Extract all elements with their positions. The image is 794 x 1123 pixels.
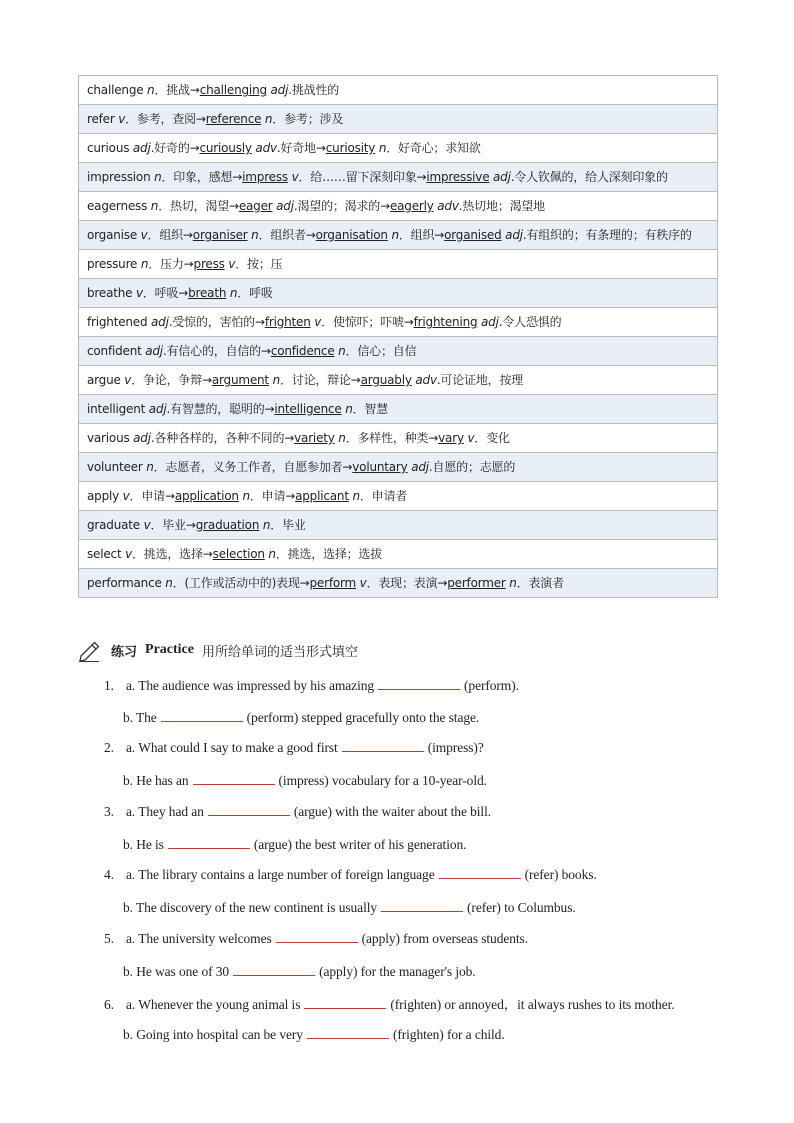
- vocab-text: ．挑战→: [154, 83, 200, 97]
- exercise-2b: [123, 772, 487, 789]
- derived-word: intelligence: [274, 402, 342, 416]
- vocab-text: curious: [87, 141, 133, 155]
- part-of-speech: n: [345, 402, 353, 416]
- derived-word: confidence: [270, 344, 335, 358]
- vocab-row: [79, 453, 718, 482]
- vocab-text: ．表演者: [516, 576, 564, 590]
- sentence-before: a. The university welcomes: [126, 931, 272, 946]
- vocab-text: ．毕业: [270, 518, 306, 532]
- derived-word: curiously: [199, 141, 252, 155]
- part-of-speech: v: [135, 286, 143, 300]
- vocab-text: .各种各样的，各种不同的→: [150, 431, 295, 445]
- practice-instruction: 用所给单词的适当形式填空: [201, 644, 358, 660]
- derived-word: perform: [309, 576, 357, 590]
- derived-word: arguably: [360, 373, 412, 387]
- part-of-speech: adv: [255, 141, 277, 155]
- sentence-after: (argue) the best writer of his generation.: [253, 837, 467, 852]
- exercise-1a: [104, 677, 519, 694]
- vocab-text: ．争论，争辩→: [131, 373, 212, 387]
- sentence-before: b. The discovery of the new continent is usually: [123, 900, 378, 915]
- exercise-3b: [123, 836, 466, 853]
- derived-word: press: [193, 257, 225, 271]
- vocab-text: intelligent: [87, 402, 149, 416]
- vocab-row: [79, 482, 718, 511]
- exercise-number: 2.: [104, 740, 114, 755]
- vocab-text: challenge: [87, 83, 148, 97]
- exercise-1b: [123, 709, 479, 726]
- vocab-cell: [79, 134, 718, 163]
- part-of-speech: adj: [276, 199, 294, 213]
- vocab-text: ．多样性，种类→: [345, 431, 439, 445]
- answer-blank[interactable]: [276, 930, 358, 943]
- derived-word: breath: [188, 286, 227, 300]
- vocab-text: ．表现；表演→: [366, 576, 448, 590]
- derived-word: applicant: [295, 489, 349, 503]
- derived-word: frighten: [264, 315, 311, 329]
- sentence-after: (frighten) for a child.: [392, 1027, 505, 1042]
- sentence-after: (refer) books.: [524, 867, 597, 882]
- exercise-5b: [123, 963, 476, 980]
- vocab-cell: [79, 569, 718, 598]
- vocab-text: select: [87, 547, 126, 561]
- vocab-text: ．毕业→: [150, 518, 196, 532]
- vocab-text: .受惊的，害怕的→: [168, 315, 265, 329]
- vocab-text: impression: [87, 170, 155, 184]
- derived-word: reference: [205, 112, 262, 126]
- derived-word: challenging: [199, 83, 267, 97]
- vocab-row: [79, 250, 718, 279]
- vocab-text: breathe: [87, 286, 136, 300]
- part-of-speech: v: [143, 518, 151, 532]
- sentence-after: (apply) from overseas students.: [361, 931, 528, 946]
- derived-word: frightening: [413, 315, 478, 329]
- part-of-speech: n: [140, 257, 149, 271]
- vocab-text: .令人恐惧的: [498, 315, 562, 329]
- vocab-text: .有组织的；有条理的；有秩序的: [522, 228, 692, 242]
- exercise-number: 6.: [104, 997, 114, 1012]
- vocab-cell: [79, 308, 718, 337]
- vocab-text: performance: [87, 576, 166, 590]
- part-of-speech: v: [359, 576, 367, 590]
- derived-word: eager: [238, 199, 273, 213]
- vocab-text: .自愿的；志愿的: [428, 460, 516, 474]
- vocab-row: [79, 134, 718, 163]
- vocab-text: ．组织→: [147, 228, 193, 242]
- part-of-speech: adv: [415, 373, 437, 387]
- derived-word: voluntary: [352, 460, 408, 474]
- derived-word: organisation: [315, 228, 388, 242]
- answer-blank[interactable]: [233, 963, 315, 976]
- part-of-speech: n: [146, 460, 154, 474]
- vocab-text: pressure: [87, 257, 141, 271]
- vocab-cell: [79, 511, 718, 540]
- vocab-text: refer: [87, 112, 119, 126]
- vocab-text: ．挑选，选择→: [131, 547, 213, 561]
- part-of-speech: n: [352, 489, 360, 503]
- vocab-row: [79, 366, 718, 395]
- derived-word: organiser: [192, 228, 248, 242]
- part-of-speech: n: [509, 576, 517, 590]
- vocab-text: .可论证地，按理: [436, 373, 524, 387]
- part-of-speech: adj: [505, 228, 523, 242]
- vocab-cell: [79, 540, 718, 569]
- vocab-row: [79, 163, 718, 192]
- part-of-speech: adj: [132, 141, 151, 155]
- vocab-row: [79, 569, 718, 598]
- answer-blank[interactable]: [168, 836, 250, 849]
- derived-word: application: [174, 489, 239, 503]
- vocab-text: volunteer: [87, 460, 147, 474]
- part-of-speech: adj: [148, 402, 167, 416]
- derived-word: graduation: [195, 518, 260, 532]
- derived-word: vary: [438, 431, 464, 445]
- sentence-after: (impress)?: [427, 740, 484, 755]
- sentence-after: (perform) stepped gracefully onto the stage.: [246, 710, 480, 725]
- vocab-text: ．热切，渴望→: [158, 199, 239, 213]
- vocab-text: various: [87, 431, 134, 445]
- part-of-speech: n: [272, 373, 280, 387]
- practice-label-en: Practice: [145, 642, 194, 657]
- sentence-before: b. He has an: [123, 773, 189, 788]
- vocab-text: argue: [87, 373, 125, 387]
- part-of-speech: n: [338, 431, 346, 445]
- vocab-text: ．申请者: [359, 489, 408, 503]
- vocab-row: [79, 279, 718, 308]
- vocab-cell: [79, 250, 718, 279]
- vocab-text: eagerness: [87, 199, 151, 213]
- part-of-speech: n: [150, 199, 159, 213]
- vocab-cell: [79, 482, 718, 511]
- part-of-speech: adj: [133, 431, 151, 445]
- vocab-row: [79, 105, 718, 134]
- vocab-row: [79, 76, 718, 105]
- part-of-speech: adj: [481, 315, 499, 329]
- sentence-after: (refer) to Columbus.: [467, 900, 576, 915]
- vocab-cell: [79, 221, 718, 250]
- exercise-number: 4.: [104, 867, 114, 882]
- vocab-text: confident: [87, 344, 146, 358]
- vocab-text: ．讨论，辩论→: [279, 373, 361, 387]
- vocab-text: organise: [87, 228, 141, 242]
- part-of-speech: n: [251, 228, 259, 242]
- sentence-before: b. He was one of 30: [123, 964, 230, 979]
- part-of-speech: v: [125, 547, 132, 561]
- vocab-cell: [79, 337, 718, 366]
- vocab-text: ．组织者→: [258, 228, 316, 242]
- vocab-row: [79, 511, 718, 540]
- vocab-text: ．呼吸: [237, 286, 273, 300]
- answer-blank[interactable]: [208, 803, 290, 816]
- derived-word: eagerly: [389, 199, 434, 213]
- derived-word: variety: [294, 431, 335, 445]
- exercise-5a: [104, 930, 528, 947]
- derived-word: impress: [242, 170, 288, 184]
- vocab-row: [79, 424, 718, 453]
- part-of-speech: v: [228, 257, 236, 271]
- vocab-text: ．参考，查阅→: [125, 112, 206, 126]
- practice-label-zh: 练习: [111, 644, 138, 660]
- vocab-text: .令人钦佩的，给人深刻印象的: [510, 170, 668, 184]
- vocab-text: graduate: [87, 518, 144, 532]
- part-of-speech: n: [378, 141, 387, 155]
- vocab-cell: [79, 163, 718, 192]
- answer-blank[interactable]: [193, 772, 275, 785]
- vocab-text: ．印象，感想→: [161, 170, 243, 184]
- sentence-before: b. The: [123, 710, 157, 725]
- vocab-text: apply: [87, 489, 123, 503]
- part-of-speech: n: [229, 286, 238, 300]
- vocab-text: ．申请→: [129, 489, 175, 503]
- vocab-text: .挑战性的: [288, 83, 340, 97]
- sentence-before: a. The audience was impressed by his amazing: [126, 678, 375, 693]
- vocab-row: [79, 192, 718, 221]
- sentence-after: (frighten) or annoyed，it always rushes to its mother.: [390, 997, 675, 1012]
- vocab-text: ．好奇心；求知欲: [386, 141, 481, 155]
- vocab-text: ．给……留下深刻印象→: [298, 170, 427, 184]
- answer-blank[interactable]: [307, 1026, 389, 1039]
- part-of-speech: v: [291, 170, 299, 184]
- answer-blank[interactable]: [304, 996, 386, 1009]
- vocab-text: ．按；压: [235, 257, 283, 271]
- answer-blank[interactable]: [342, 739, 424, 752]
- sentence-before: a. They had an: [126, 804, 204, 819]
- exercise-6b: [123, 1026, 505, 1043]
- sentence-before: b. He is: [123, 837, 164, 852]
- vocab-text: .热切地；渴望地: [458, 199, 545, 213]
- sentence-before: a. Whenever the young animal is: [126, 997, 301, 1012]
- sentence-before: a. What could I say to make a good first: [126, 740, 338, 755]
- part-of-speech: v: [124, 373, 132, 387]
- part-of-speech: adj: [151, 315, 169, 329]
- derived-word: impressive: [426, 170, 490, 184]
- sentence-before: a. The library contains a large number of foreign language: [126, 867, 435, 882]
- vocab-cell: [79, 453, 718, 482]
- sentence-after: (impress) vocabulary for a 10-year-old.: [278, 773, 487, 788]
- derived-word: selection: [212, 547, 265, 561]
- exercise-number: 5.: [104, 931, 114, 946]
- derived-word: performer: [447, 576, 506, 590]
- vocab-text: ．呼吸→: [142, 286, 189, 300]
- vocab-cell: [79, 395, 718, 424]
- answer-blank[interactable]: [378, 677, 460, 690]
- exercise-6a: [104, 993, 675, 1013]
- vocab-text: ．组织→: [398, 228, 445, 242]
- vocab-text: ．申请→: [249, 489, 296, 503]
- exercise-number: 1.: [104, 678, 114, 693]
- vocab-cell: [79, 279, 718, 308]
- derived-word: organised: [444, 228, 502, 242]
- exercise-4a: [104, 866, 597, 883]
- sentence-after: (argue) with the waiter about the bill.: [293, 804, 491, 819]
- part-of-speech: n: [147, 83, 155, 97]
- vocab-text: frightened: [87, 315, 152, 329]
- vocab-row: [79, 540, 718, 569]
- answer-blank[interactable]: [381, 899, 463, 912]
- part-of-speech: n: [154, 170, 162, 184]
- vocab-text: ．智慧: [352, 402, 389, 416]
- answer-blank[interactable]: [161, 709, 243, 722]
- sentence-after: (apply) for the manager's job.: [319, 964, 476, 979]
- vocab-cell: [79, 192, 718, 221]
- part-of-speech: v: [314, 315, 322, 329]
- vocab-text: ．参考；涉及: [272, 112, 344, 126]
- derived-word: curiosity: [325, 141, 376, 155]
- part-of-speech: n: [338, 344, 346, 358]
- vocab-text: .有信心的，自信的→: [162, 344, 271, 358]
- exercise-4b: [123, 899, 576, 916]
- part-of-speech: v: [122, 489, 130, 503]
- vocab-text: .渴望的；渴求的→: [293, 199, 390, 213]
- part-of-speech: n: [242, 489, 250, 503]
- exercise-number: 3.: [104, 804, 114, 819]
- vocab-text: ．(工作或活动中的)表现→: [172, 576, 310, 590]
- part-of-speech: n: [268, 547, 276, 561]
- vocab-text: ．变化: [474, 431, 510, 445]
- part-of-speech: v: [118, 112, 126, 126]
- part-of-speech: adj: [270, 83, 289, 97]
- vocab-cell: [79, 76, 718, 105]
- vocab-text: ．信心；自信: [345, 344, 417, 358]
- vocab-text: ．压力→: [148, 257, 194, 271]
- vocab-cell: [79, 424, 718, 453]
- part-of-speech: n: [165, 576, 173, 590]
- vocab-row: [79, 308, 718, 337]
- vocabulary-table: [78, 75, 718, 598]
- part-of-speech: v: [140, 228, 148, 242]
- part-of-speech: adv: [437, 199, 459, 213]
- vocab-text: .好奇的→: [150, 141, 200, 155]
- part-of-speech: adj: [411, 460, 429, 474]
- vocab-cell: [79, 105, 718, 134]
- vocab-row: [79, 221, 718, 250]
- vocab-cell: [79, 366, 718, 395]
- practice-header: [77, 637, 358, 663]
- vocab-text: .好奇地→: [276, 141, 326, 155]
- part-of-speech: adj: [493, 170, 511, 184]
- exercise-3a: [104, 803, 491, 820]
- pencil-icon: [77, 638, 101, 662]
- vocab-text: .有智慧的，聪明的→: [166, 402, 275, 416]
- vocab-row: [79, 395, 718, 424]
- vocab-text: ．志愿者，义务工作者，自愿参加者→: [153, 460, 353, 474]
- vocab-text: ．挑选，选择；选拔: [275, 547, 383, 561]
- part-of-speech: adj: [145, 344, 163, 358]
- answer-blank[interactable]: [439, 866, 521, 879]
- part-of-speech: n: [391, 228, 399, 242]
- sentence-after: (perform).: [464, 678, 519, 693]
- part-of-speech: n: [262, 518, 271, 532]
- derived-word: argument: [211, 373, 269, 387]
- part-of-speech: v: [467, 431, 475, 445]
- part-of-speech: n: [264, 112, 273, 126]
- vocab-text: ．使惊吓；吓唬→: [321, 315, 414, 329]
- exercise-2a: [104, 739, 484, 756]
- sentence-before: b. Going into hospital can be very: [123, 1027, 303, 1042]
- vocab-row: [79, 337, 718, 366]
